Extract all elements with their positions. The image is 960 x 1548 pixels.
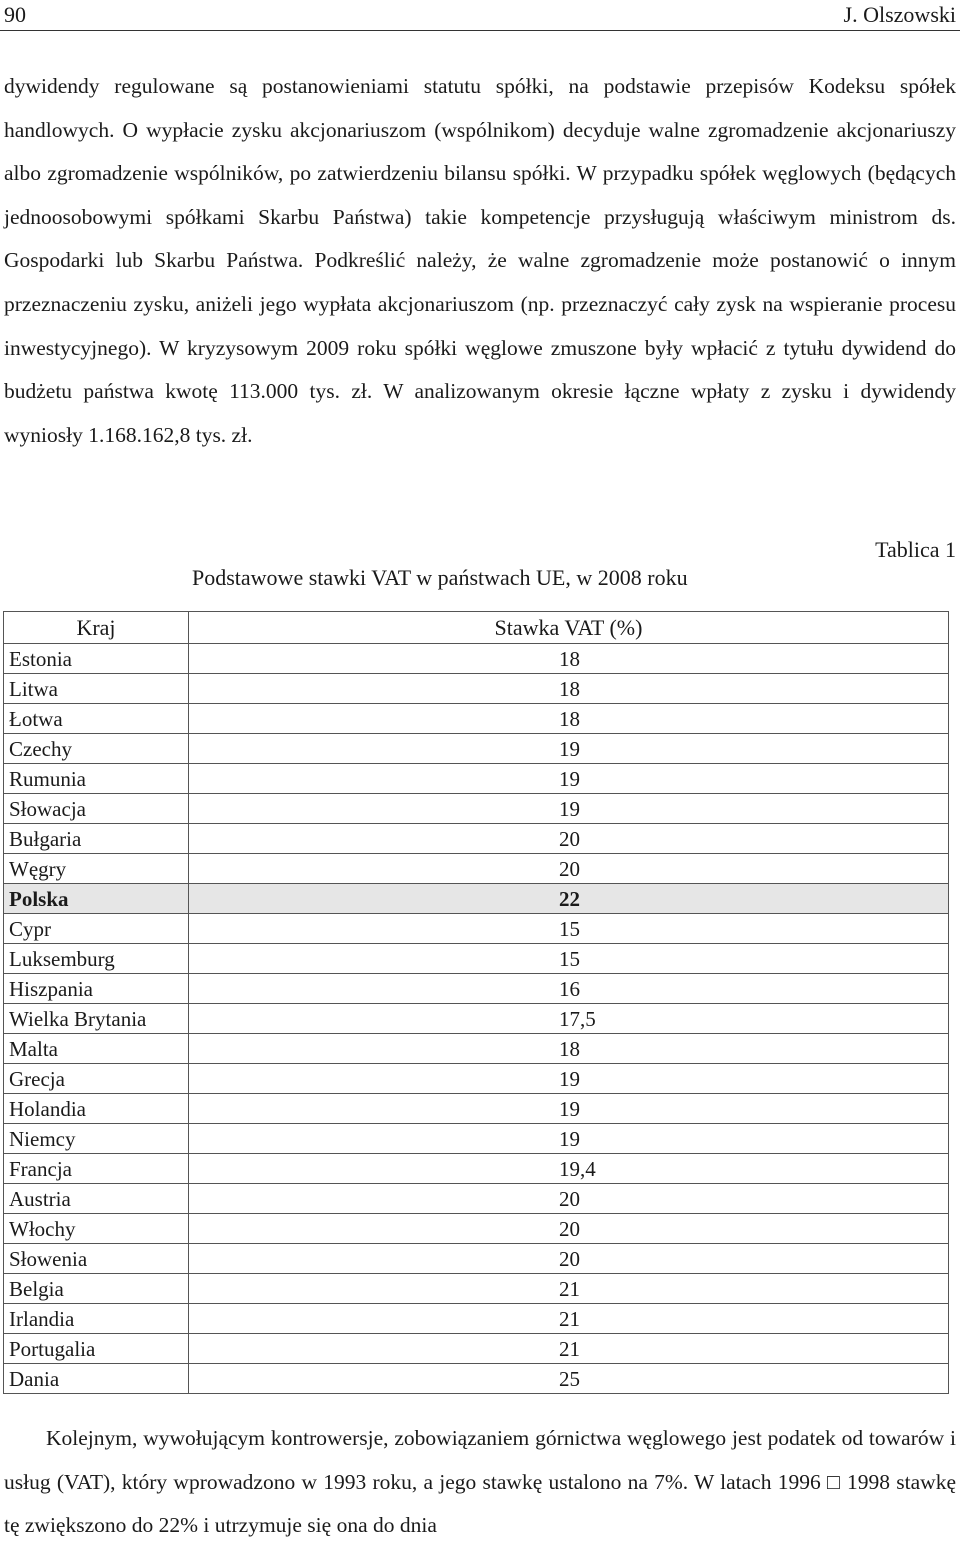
cell-country: Estonia	[4, 644, 189, 674]
cell-country: Holandia	[4, 1094, 189, 1124]
cell-country: Niemcy	[4, 1124, 189, 1154]
cell-country: Portugalia	[4, 1334, 189, 1364]
table-row	[4, 794, 949, 824]
cell-vat-rate: 21	[189, 1274, 949, 1304]
table-row	[4, 704, 949, 734]
table-row	[4, 1274, 949, 1304]
table-row	[4, 914, 949, 944]
cell-vat-rate: 19	[189, 1124, 949, 1154]
page-header	[0, 0, 960, 31]
cell-vat-rate: 19	[189, 794, 949, 824]
table-row	[4, 1124, 949, 1154]
cell-country: Łotwa	[4, 704, 189, 734]
table-row	[4, 1214, 949, 1244]
table-label: Tablica 1	[875, 537, 956, 562]
cell-country: Polska	[4, 884, 189, 914]
table-header-row	[4, 612, 949, 644]
table-row	[4, 734, 949, 764]
cell-vat-rate: 21	[189, 1334, 949, 1364]
table-row	[4, 1364, 949, 1394]
cell-vat-rate: 19	[189, 1094, 949, 1124]
cell-country: Bułgaria	[4, 824, 189, 854]
cell-country: Litwa	[4, 674, 189, 704]
cell-vat-rate: 20	[189, 854, 949, 884]
cell-country: Hiszpania	[4, 974, 189, 1004]
cell-vat-rate: 20	[189, 1244, 949, 1274]
cell-vat-rate: 18	[189, 644, 949, 674]
table-row	[4, 674, 949, 704]
cell-country: Cypr	[4, 914, 189, 944]
cell-country: Dania	[4, 1364, 189, 1394]
cell-country: Węgry	[4, 854, 189, 884]
cell-country: Słowacja	[4, 794, 189, 824]
cell-vat-rate: 17,5	[189, 1004, 949, 1034]
cell-vat-rate: 19	[189, 734, 949, 764]
cell-vat-rate: 22	[189, 884, 949, 914]
cell-country: Belgia	[4, 1274, 189, 1304]
cell-vat-rate: 20	[189, 824, 949, 854]
cell-vat-rate: 15	[189, 944, 949, 974]
table-row	[4, 1094, 949, 1124]
column-header-vat-rate: Stawka VAT (%)	[189, 612, 949, 644]
cell-country: Słowenia	[4, 1244, 189, 1274]
cell-country: Czechy	[4, 734, 189, 764]
table-row	[4, 764, 949, 794]
cell-vat-rate: 19	[189, 764, 949, 794]
cell-vat-rate: 20	[189, 1184, 949, 1214]
table-row	[4, 824, 949, 854]
cell-country: Rumunia	[4, 764, 189, 794]
running-head-author: J. Olszowski	[843, 2, 956, 27]
body-paragraph-dividends: dywidendy regulowane są postanowieniami statutu spółki, na podstawie przepisów Kodeksu spółek handlowych. O wypłacie zysku akcjonariuszom (wspólnikom) decyduje walne zgromadzenie akcjonariuszy albo zgromadzenie wspólników, po zatwierdzeniu bilansu spółki. W przypadku spółek węglowych (będących jednoosobowymi spółkami Skarbu Państwa) takie kompetencje przysługują właściwym ministrom ds. Gospodarki lub Skarbu Państwa. Podkreślić należy, że walne zgromadzenie może postanowić o innym przeznaczeniu zysku, aniżeli jego wypłata akcjonariuszom (np. przeznaczyć cały zysk na wspieranie procesu inwestycyjnego). W kryzysowym 2009 roku spółki węglowe zmuszone były wpłacić z tytułu dywidend do budżetu państwa kwotę 113.000 tys. zł. W analizowanym okresie łączne wpłaty z zysku i dywidendy wyniosły 1.168.162,8 tys. zł.	[4, 74, 956, 447]
table-row	[4, 1184, 949, 1214]
cell-vat-rate: 21	[189, 1304, 949, 1334]
table-row	[4, 1304, 949, 1334]
cell-vat-rate: 16	[189, 974, 949, 1004]
table-title: Podstawowe stawki VAT w państwach UE, w 2008 roku	[192, 565, 688, 590]
cell-vat-rate: 20	[189, 1214, 949, 1244]
cell-vat-rate: 18	[189, 704, 949, 734]
cell-vat-rate: 25	[189, 1364, 949, 1394]
body-paragraph-vat: Kolejnym, wywołującym kontrowersje, zobowiązaniem górnictwa węglowego jest podatek od towarów i usług (VAT), który wprowadzono w 1993 roku, a jego stawkę ustalono na 7%. W latach 1996 □ 1998 stawkę tę zwiększono do 22% i utrzymuje się ona do dnia	[4, 1426, 956, 1538]
table-row	[4, 974, 949, 1004]
cell-vat-rate: 18	[189, 1034, 949, 1064]
table-row	[4, 854, 949, 884]
table-row	[4, 1334, 949, 1364]
cell-country: Malta	[4, 1034, 189, 1064]
cell-country: Wielka Brytania	[4, 1004, 189, 1034]
cell-country: Austria	[4, 1184, 189, 1214]
table-row	[4, 644, 949, 674]
table-row	[4, 1004, 949, 1034]
cell-country: Luksemburg	[4, 944, 189, 974]
cell-country: Irlandia	[4, 1304, 189, 1334]
page-number: 90	[4, 2, 26, 27]
table-row	[4, 1034, 949, 1064]
cell-vat-rate: 19,4	[189, 1154, 949, 1184]
cell-vat-rate: 15	[189, 914, 949, 944]
cell-vat-rate: 18	[189, 674, 949, 704]
table-row	[4, 884, 949, 914]
table-row	[4, 1154, 949, 1184]
cell-vat-rate: 19	[189, 1064, 949, 1094]
table-row	[4, 944, 949, 974]
cell-country: Francja	[4, 1154, 189, 1184]
vat-rates-table	[3, 611, 949, 1394]
cell-country: Włochy	[4, 1214, 189, 1244]
column-header-country: Kraj	[4, 612, 189, 644]
cell-country: Grecja	[4, 1064, 189, 1094]
table-row	[4, 1244, 949, 1274]
table-row	[4, 1064, 949, 1094]
table-body	[4, 644, 949, 1394]
